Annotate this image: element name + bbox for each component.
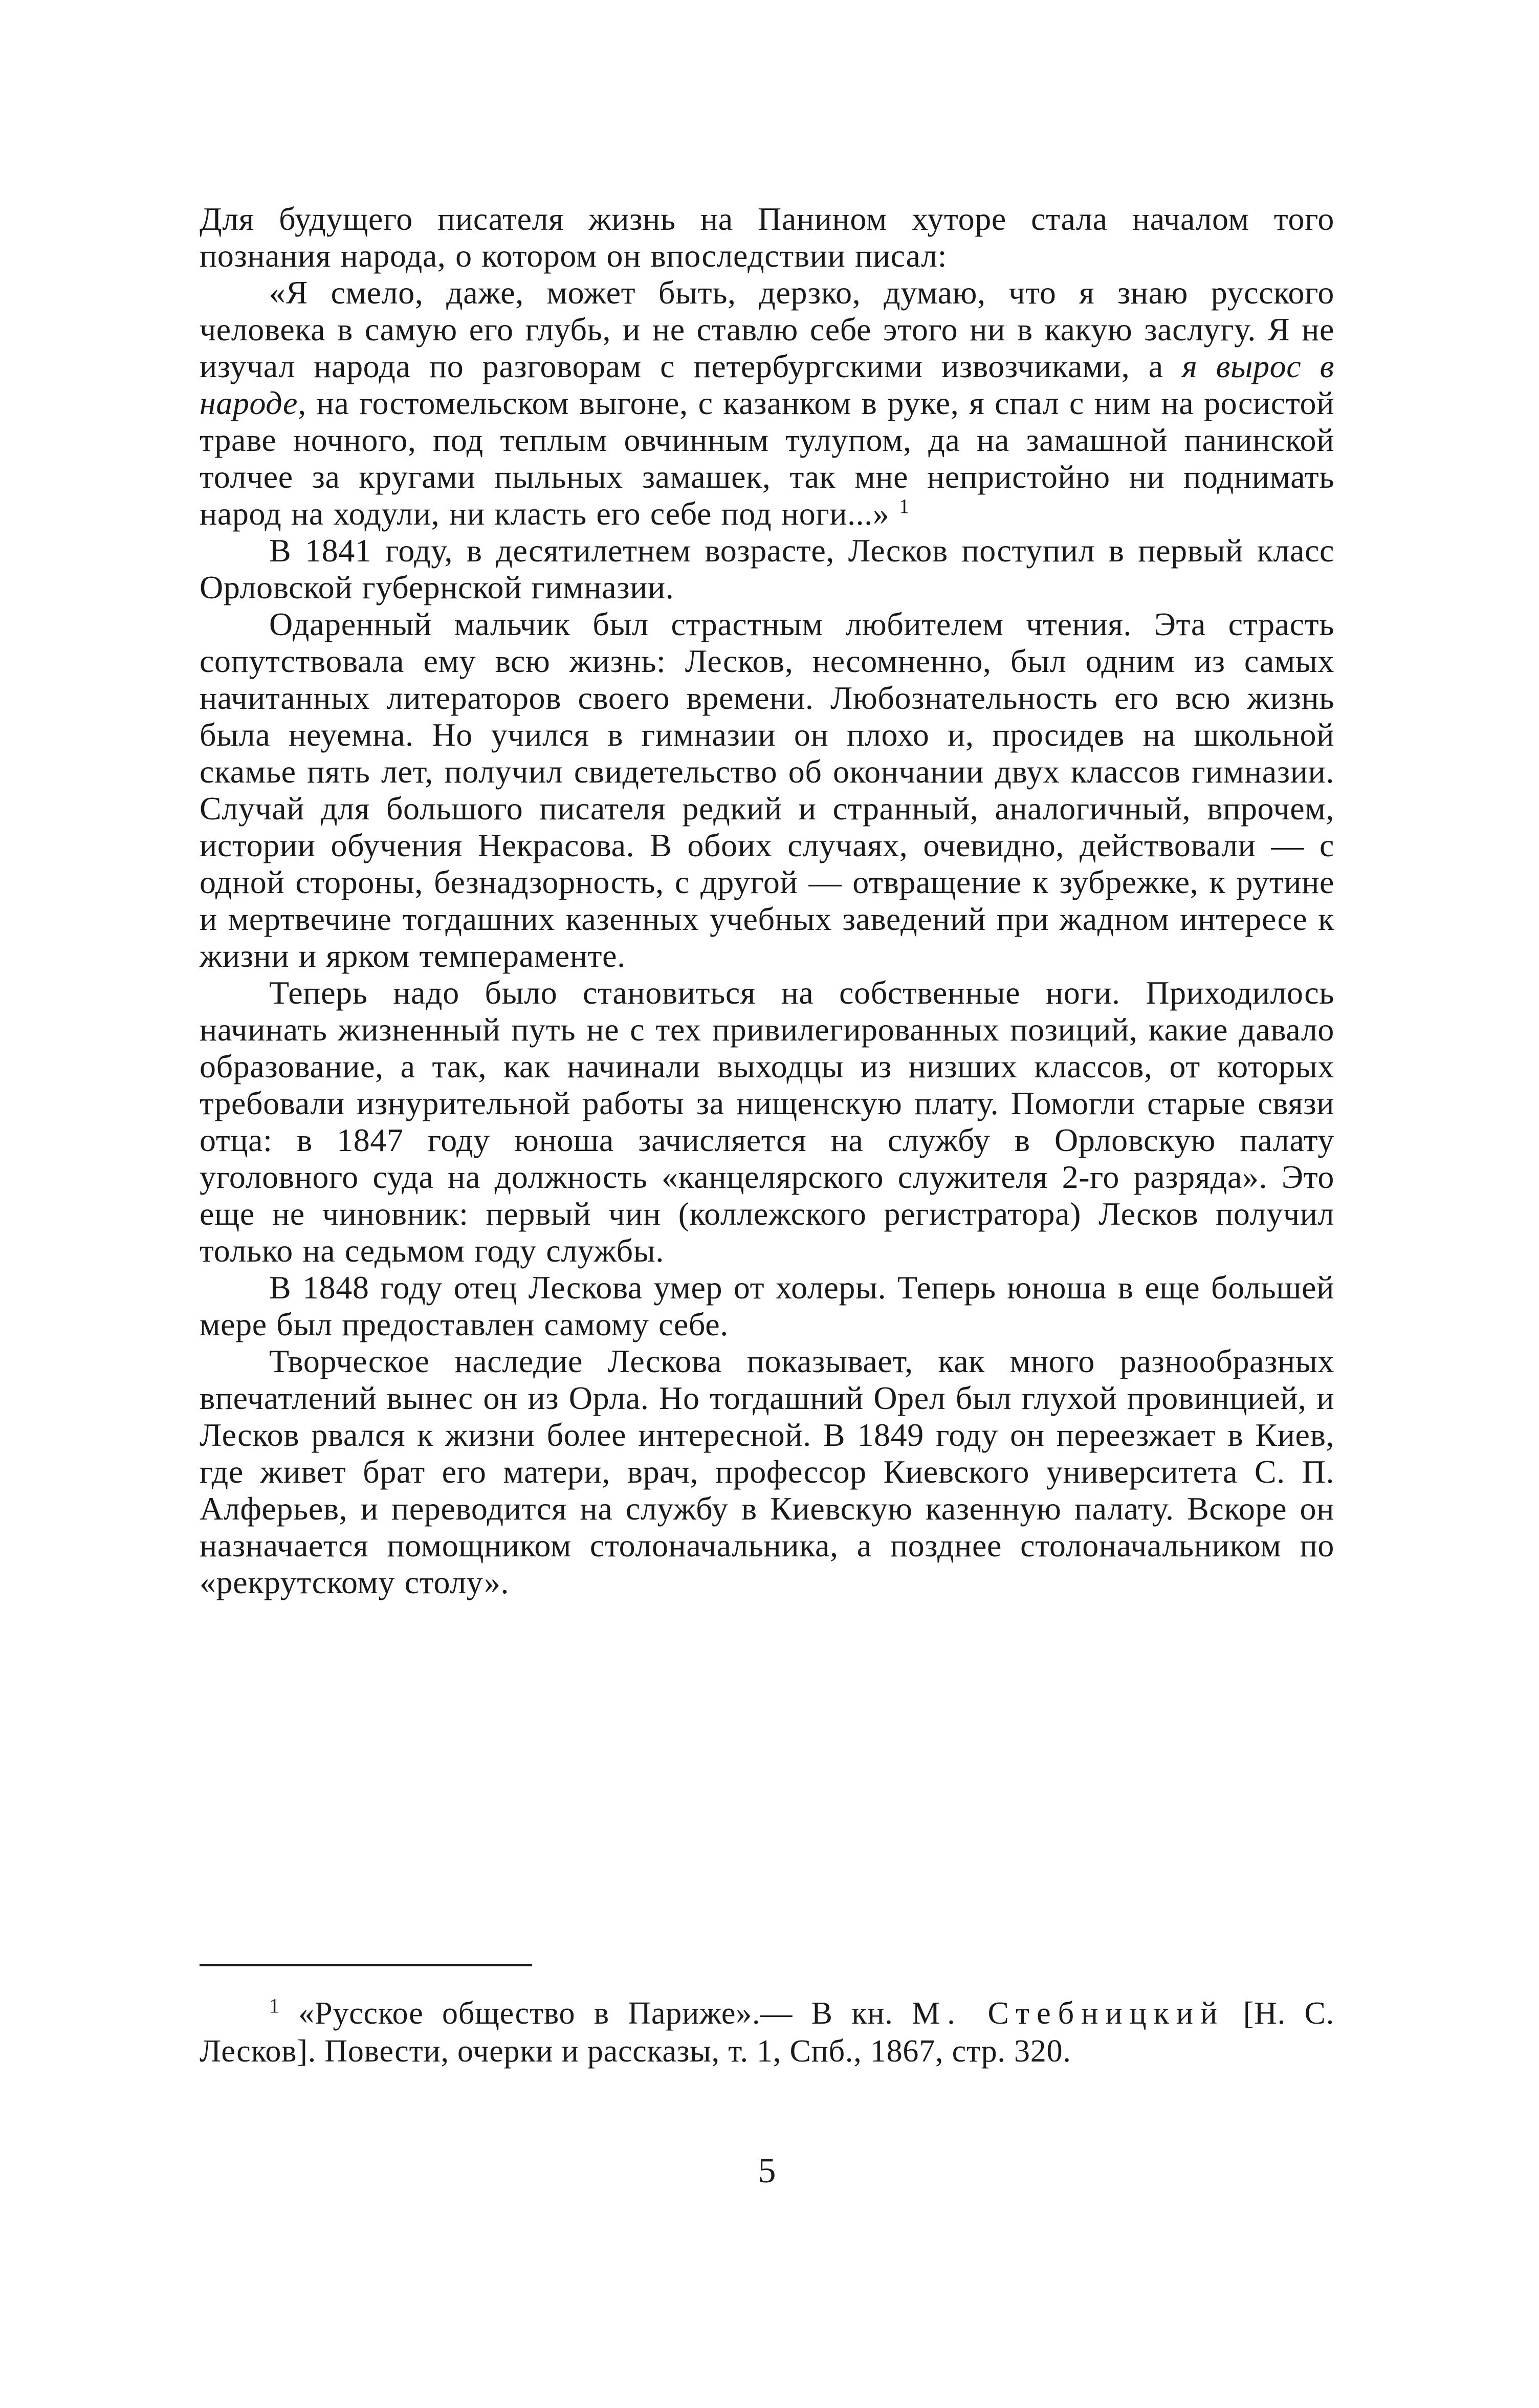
footnote-text-part-1: «Русское общество в Париже».— В кн. — [298, 1996, 912, 2031]
paragraph-father: В 1848 году отец Лескова умер от холеры. Теперь юноша в еще большей мере был предоставлен самому себе. — [200, 1269, 1334, 1342]
footnote-author: М. Стебницкий — [912, 1996, 1225, 2031]
book-page — [200, 201, 1334, 2190]
quote-text-part-2: на гостомельском выгоне, с казанком в руке, я спал с ним на росистой траве ночного, под теплым овчинным тулупом, да на замашной панинской толчее за кругами пыльных замашек, так мне непристойно ни поднимать народ на ходули, ни класть его себе под ноги...» — [200, 385, 1334, 532]
paragraph-reading: Одаренный мальчик был страстным любителем чтения. Эта страсть сопутствовала ему всю жизнь: Лесков, несомненно, был одним из самых начитанных литераторов своего времени. Любознательность его всю жизнь была неуемна. Но учился в гимназии он плохо и, просидев на школьной скамье пять лет, получил свидетельство об окончании двух классов гимназии. Случай для большого писателя редкий и странный, аналогичный, впрочем, истории обучения Некрасова. В обоих случаях, очевидно, действовали — с одной стороны, безнадзорность, с другой — отвращение к зубрежке, к рутине и мертвечине тогдашних казенных учебных заведений при жадном интересе к жизни и ярком темпераменте. — [200, 606, 1334, 974]
main-text — [200, 201, 1334, 1601]
quote-paragraph — [200, 274, 1334, 532]
paragraph-gymnasium: В 1841 году, в десятилетнем возрасте, Лесков поступил в первый класс Орловской губернской гимназии. — [200, 532, 1334, 605]
footnote-reference[interactable]: 1 — [899, 494, 910, 518]
footnote-divider — [200, 1964, 532, 1966]
footnote-marker: 1 — [269, 1994, 280, 2017]
paragraph-1: Для будущего писателя жизнь на Панином хуторе стала началом того познания народа, о котором он впоследствии писал: — [200, 201, 1334, 274]
quote-italic-phrase: я вырос в народе, — [200, 348, 1334, 421]
paragraph-service: Теперь надо было становиться на собственные ноги. Приходилось начинать жизненный путь не с тех привилегированных позиций, какие давало образование, а так, как начинали выходцы из низших классов, от которых требовали изнурительной работы за нищенскую плату. Помогли старые связи отца: в 1847 году юноша зачисляется на службу в Орловскую палату уголовного суда на должность «канцелярского служителя 2-го разряда». Это еще не чиновник: первый чин (коллежского регистратора) Лесков получил только на седьмом году службы. — [200, 974, 1334, 1269]
footnote — [200, 1994, 1334, 2070]
paragraph-kiev: Творческое наследие Лескова показывает, как много разнообразных впечатлений вынес он из Орла. Но тогдашний Орел был глухой провинцией, и Лесков рвался к жизни более интересной. В 1849 году он переезжает в Киев, где живет брат его матери, врач, профессор Киевского университета С. П. Алферьев, и переводится на службу в Киевскую казенную палату. Вскоре он назначается помощником столоначальника, а позднее столоначальником по «рекрутскому столу». — [200, 1343, 1334, 1600]
footnote-text-part-2: [Н. С. Лесков]. Повести, очерки и рассказы, т. 1, Спб., 1867, стр. 320. — [200, 1996, 1334, 2069]
page-number: 5 — [758, 2151, 776, 2190]
quote-text-part-1: «Я смело, даже, может быть, дерзко, думаю, что я знаю русского человека в самую его глубь, и не ставлю себе этого ни в какую заслугу. Я не изучал народа по разговорам с петербургскими извозчиками, а — [200, 274, 1334, 384]
